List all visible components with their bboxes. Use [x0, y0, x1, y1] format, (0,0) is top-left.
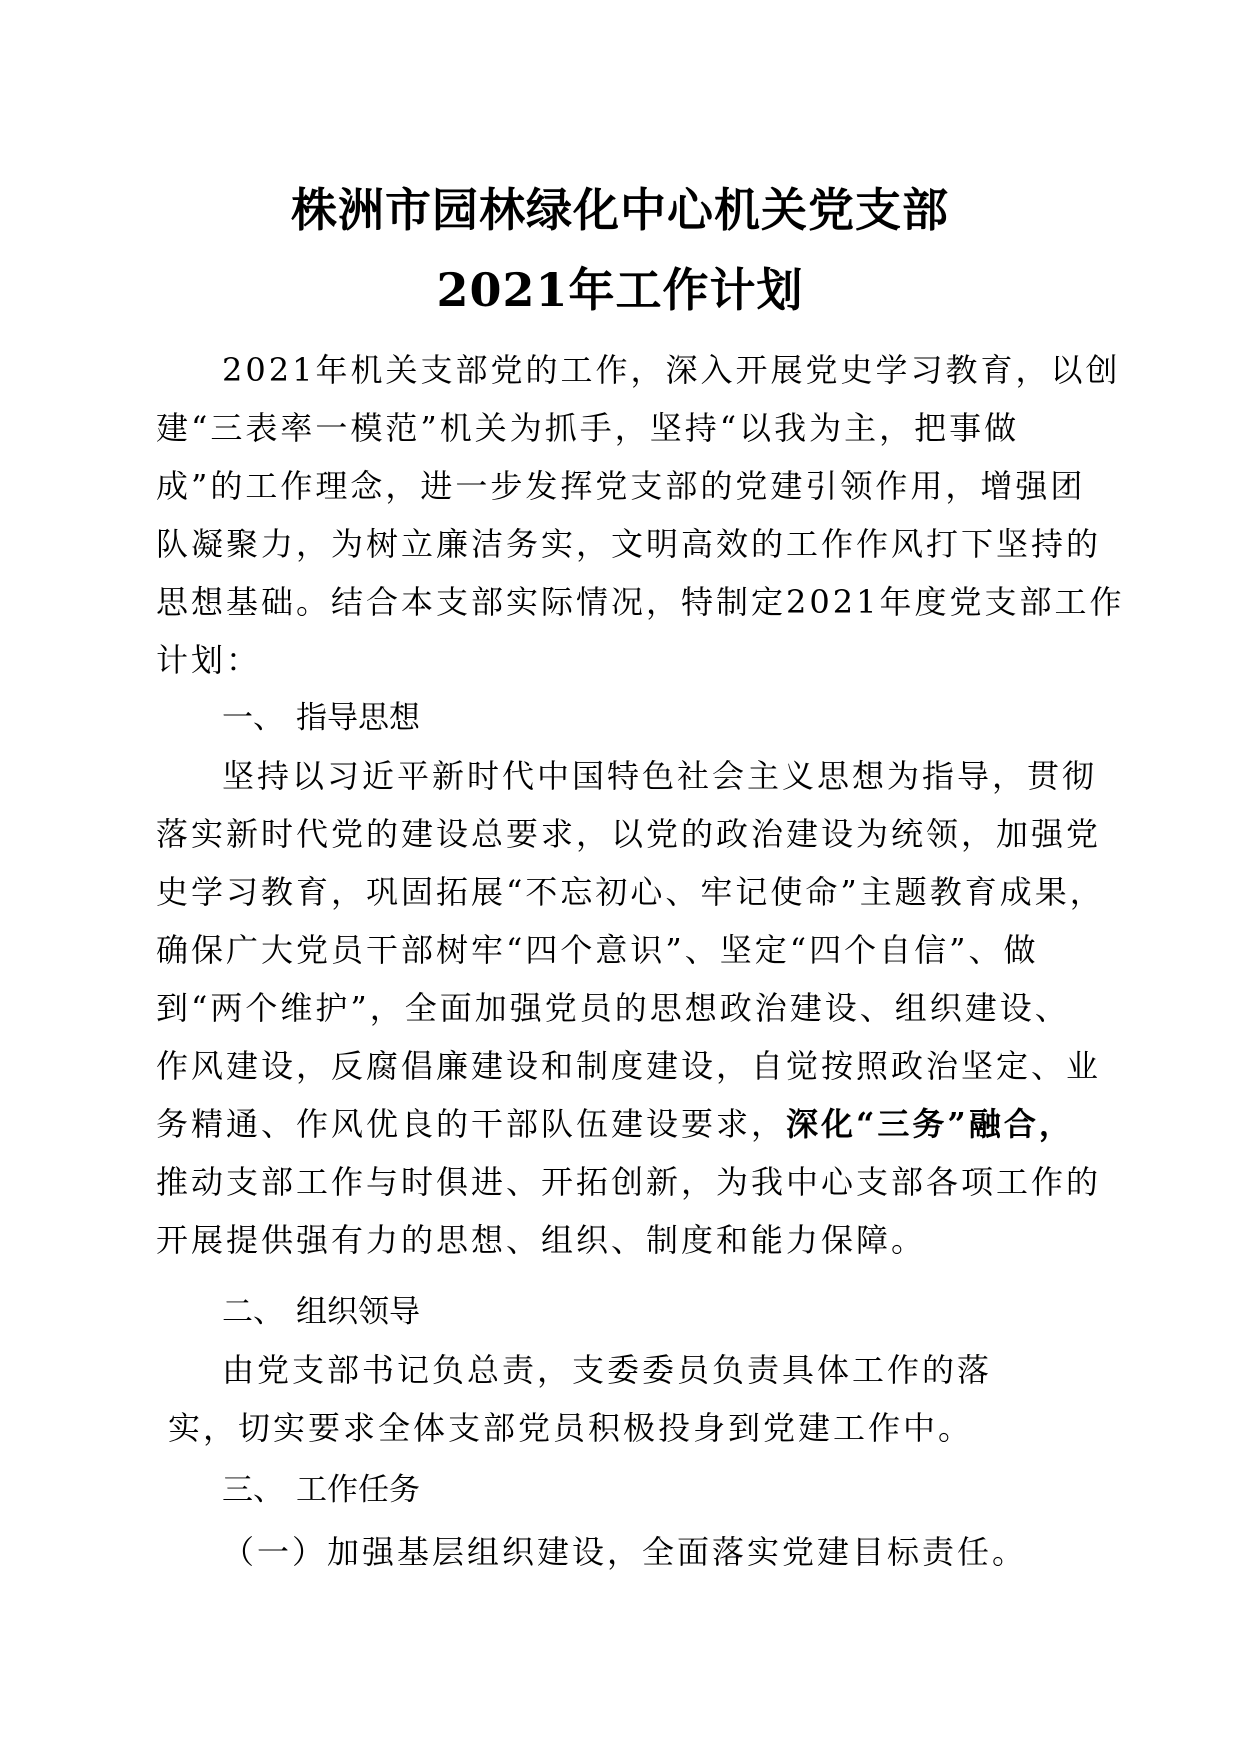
- section-1-line: 推动支部工作与时俱进、开拓创新，为我中心支部各项工作的: [156, 1163, 1102, 1201]
- intro-line: 2021年机关支部党的工作，深入开展党史学习教育，以创: [222, 351, 1121, 389]
- section-1-number: 一、: [222, 700, 284, 736]
- section-1-line: 落实新时代党的建设总要求，以党的政治建设为统领，加强党: [156, 815, 1102, 853]
- intro-line: 计划：: [156, 641, 262, 679]
- section-1-line: [156, 1102, 1074, 1146]
- section-1-line: 开展提供强有力的思想、组织、制度和能力保障。: [156, 1221, 927, 1259]
- section-2-title: 组织领导: [296, 1294, 420, 1330]
- document-title-line-1: 株洲市园林绿化中心机关党支部: [291, 183, 949, 237]
- section-3-subheading: （一）加强基层组织建设，全面落实党建目标责任。: [222, 1533, 1028, 1571]
- intro-line: 建“三表率一模范”机关为抓手，坚持“以我为主，把事做: [156, 409, 1020, 447]
- section-2-number: 二、: [222, 1294, 284, 1330]
- section-1-line: 作风建设，反腐倡廉建设和制度建设，自觉按照政治坚定、业: [156, 1047, 1102, 1085]
- section-2-heading: [222, 1290, 420, 1334]
- section-1-line: 到“两个维护”，全面加强党员的思想政治建设、组织建设、: [156, 989, 1070, 1027]
- intro-line: 成”的工作理念，进一步发挥党支部的党建引领作用，增强团: [156, 467, 1086, 505]
- section-3-heading: [222, 1468, 420, 1512]
- section-1-line-text: 务精通、作风优良的干部队伍建设要求，: [156, 1105, 787, 1143]
- section-1-title: 指导思想: [296, 700, 420, 736]
- section-1-line: 确保广大党员干部树牢“四个意识”、坚定“四个自信”、做: [156, 931, 1039, 969]
- section-2-line: 实，切实要求全体支部党员积极投身到党建工作中。: [168, 1409, 974, 1447]
- section-3-number: 三、: [222, 1472, 284, 1508]
- section-1-line: 坚持以习近平新时代中国特色社会主义思想为指导，贯彻: [222, 757, 1098, 795]
- intro-line: 思想基础。结合本支部实际情况，特制定2021年度党支部工作: [156, 583, 1125, 621]
- intro-line: 队凝聚力，为树立廉洁务实，文明高效的工作作风打下坚持的: [156, 525, 1102, 563]
- section-2-line: 由党支部书记负总责，支委委员负责具体工作的落: [222, 1351, 993, 1389]
- document-title-line-2: 2021年工作计划: [436, 263, 804, 317]
- section-1-heading: [222, 696, 420, 740]
- section-1-line: 史学习教育，巩固拓展“不忘初心、牢记使命”主题教育成果，: [156, 873, 1105, 911]
- section-3-title: 工作任务: [296, 1472, 420, 1508]
- section-1-bold-text: 深化“三务”融合，: [786, 1105, 1074, 1143]
